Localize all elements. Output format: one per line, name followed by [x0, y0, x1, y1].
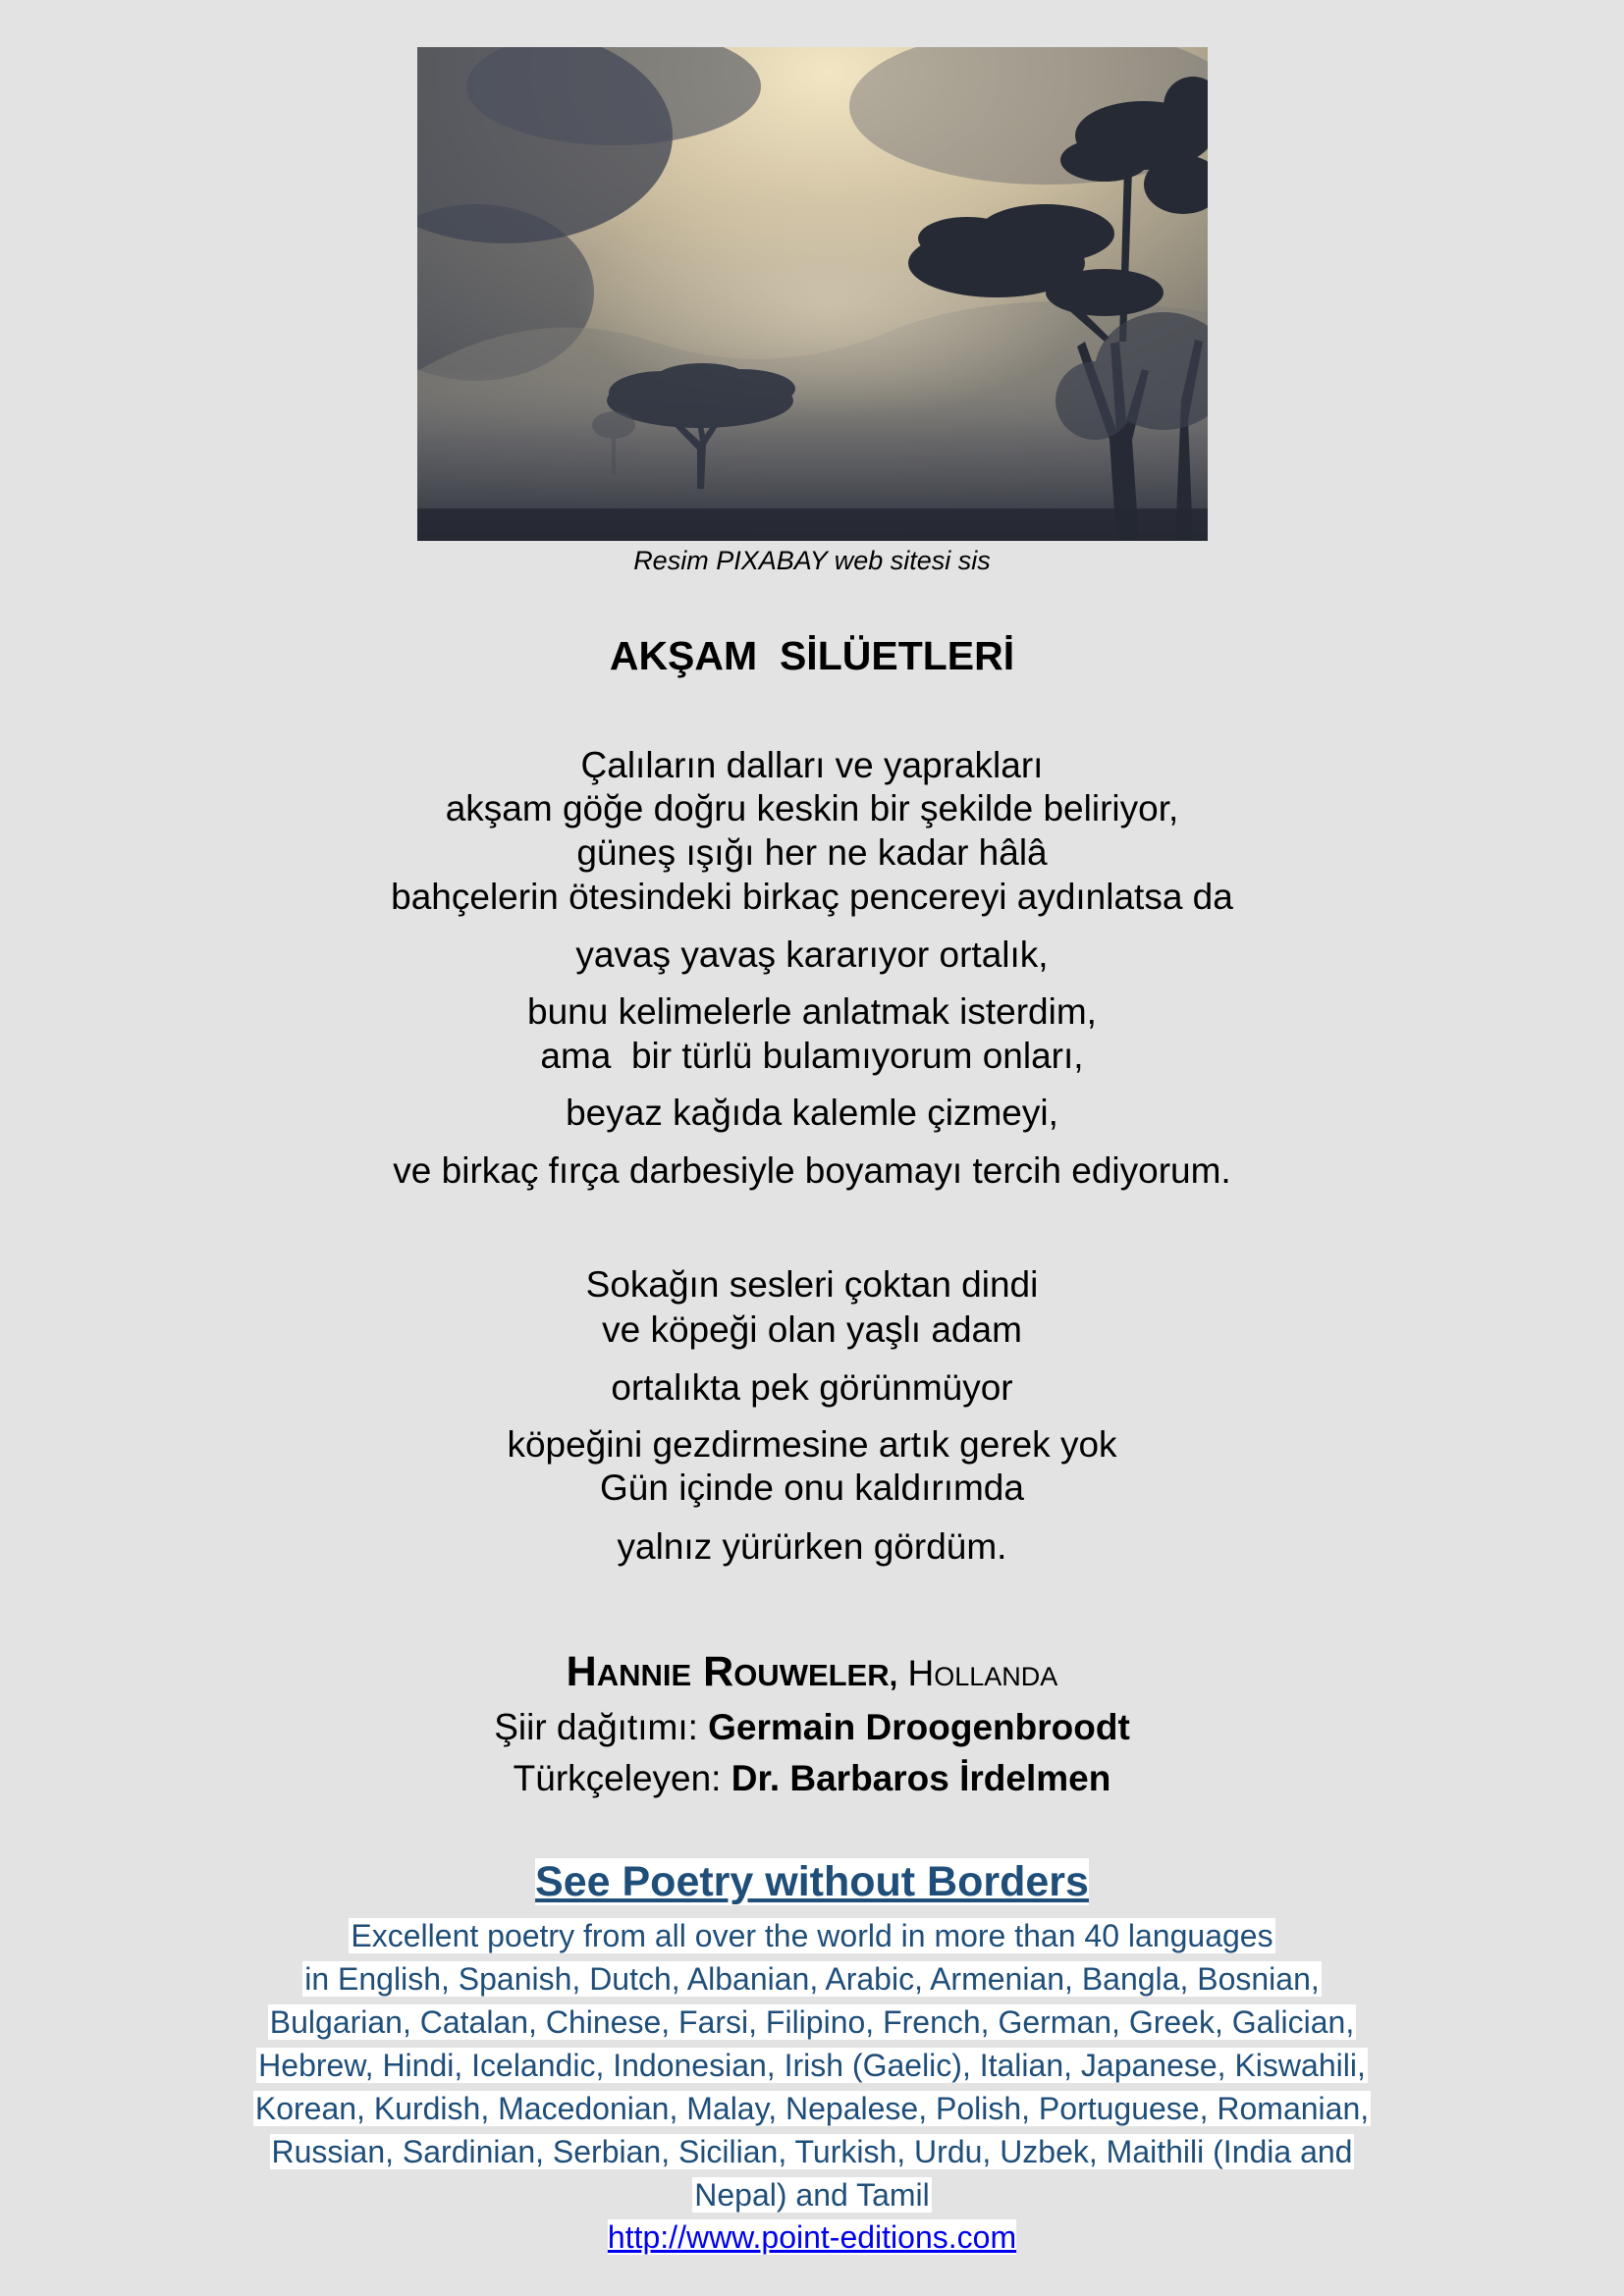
promo-line: Russian, Sardinian, Serbian, Sicilian, Turkish, Urdu, Uzbek, Maithili (India and [271, 2134, 1353, 2169]
poem-line: bahçelerin ötesindeki birkaç pencereyi aydınlatsa da [391, 877, 1233, 917]
promo-line: Nepal) and Tamil [694, 2177, 930, 2213]
author-line [0, 1648, 1624, 1695]
distribution-line [0, 1709, 1624, 1745]
distribution-label: Şiir dağıtımı: [494, 1707, 709, 1747]
translator-label: Türkçeleyen: [513, 1758, 731, 1798]
promo-title-text[interactable]: See Poetry without Borders [535, 1858, 1089, 1905]
promo-line: in English, Spanish, Dutch, Albanian, Arabic, Armenian, Bangla, Bosnian, [304, 1961, 1320, 1997]
author-country: HOLLANDA [907, 1653, 1058, 1693]
poem-line: ortalıkta pek görünmüyor [611, 1367, 1013, 1408]
poem-line: ve köpeği olan yaşlı adam [602, 1309, 1022, 1350]
image-caption: Resim PIXABAY web sitesi sis [633, 546, 991, 575]
author-name: HANNIE ROUWELER, [566, 1648, 898, 1695]
promo-line: Bulgarian, Catalan, Chinese, Farsi, Filipino, French, German, Greek, Galician, [269, 2004, 1355, 2040]
misty-trees-photo [417, 47, 1208, 541]
poem-line: beyaz kağıda kalemle çizmeyi, [566, 1093, 1058, 1133]
promo-title[interactable] [0, 1858, 1624, 1906]
poem-line: Sokağın sesleri çoktan dindi [585, 1264, 1039, 1305]
poem-title: AKŞAM SİLÜETLERİ [609, 633, 1015, 678]
poem-line: ama bir türlü bulamıyorum onları, [540, 1036, 1084, 1076]
poem-line: yavaş yavaş kararıyor ortalık, [575, 934, 1049, 975]
distribution-name: Germain Droogenbroodt [708, 1707, 1130, 1747]
poem-line: Çalıların dalları ve yaprakları [580, 745, 1044, 785]
promo-line: Excellent poetry from all over the world in more than 40 languages [351, 1918, 1273, 1953]
poem-line: yalnız yürürken gördüm. [617, 1526, 1007, 1567]
poem-line: Gün içinde onu kaldırımda [600, 1468, 1024, 1508]
translator-line [0, 1760, 1624, 1796]
poem-line: güneş ışığı her ne kadar hâlâ [576, 832, 1048, 873]
poem-line: köpeğini gezdirmesine artık gerek yok [507, 1424, 1117, 1465]
website-link[interactable]: http://www.point-editions.com [607, 2219, 1017, 2255]
website-link-line [0, 2221, 1624, 2253]
poem-line: bunu kelimelerle anlatmak isterdim, [527, 991, 1097, 1032]
poem-line: ve birkaç fırça darbesiyle boyamayı tercih ediyorum. [393, 1150, 1231, 1191]
translator-name: Dr. Barbaros İrdelmen [731, 1758, 1111, 1798]
promo-line: Hebrew, Hindi, Icelandic, Indonesian, Irish (Gaelic), Italian, Japanese, Kiswahili, [258, 2048, 1366, 2083]
poem-line: akşam göğe doğru keskin bir şekilde beliriyor, [445, 788, 1179, 828]
promo-line: Korean, Kurdish, Macedonian, Malay, Nepalese, Polish, Portuguese, Romanian, [254, 2091, 1370, 2126]
